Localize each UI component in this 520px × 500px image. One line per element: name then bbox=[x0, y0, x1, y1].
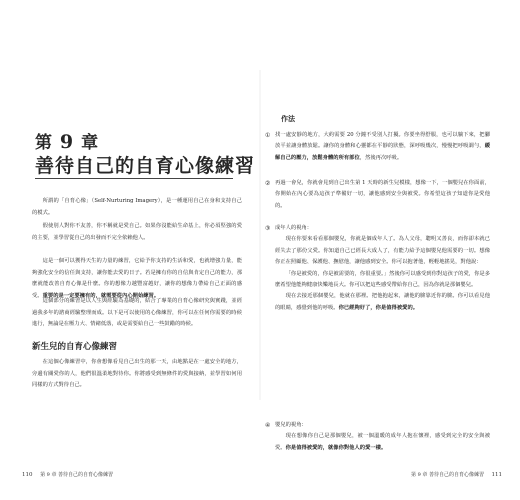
left-footer bbox=[22, 471, 113, 478]
left-running-head: 第 9 章 善待自己的自育心像練習 bbox=[40, 472, 114, 478]
left-page-number: 110 bbox=[22, 472, 33, 478]
chapter-number: 9 bbox=[59, 131, 75, 153]
step-3-paragraph-2: 「你是被愛的，你是被需要的，你很重要。」然後你可以感受到你對這孩子的愛，你是多麼希望他能夠健康快樂地長大。你可以把這些感受帶給你自己，因為你就是那個嬰兒。 bbox=[275, 270, 490, 289]
step-1-text: 找一處安靜的地方，大約需要 20 分鐘不受別人打擾。你要坐得舒服，也可以躺下來，把腳放平並讓身體放鬆。讓你的身體和心靈都在平靜的狀態，深呼吸幾次，慢慢把呼吸調勻， bbox=[275, 132, 490, 150]
step-2-number: ② bbox=[265, 180, 271, 187]
paragraph-5: 在這個心像練習中，你會想像看見自己出生的那一天，由地點是在一處安全的地方，旁邊有關愛你的人，他們很溫柔地對待你。你將感受到無條件的愛與接納，並學習如何用同樣的方式對待自己。 bbox=[32, 359, 242, 388]
title-rule bbox=[35, 178, 233, 179]
paragraph-3-bold: 重要的是一定要擁有的，就需要從內心開始練習。 bbox=[42, 292, 160, 299]
right-page-number: 111 bbox=[491, 472, 503, 478]
paragraph-4: 這個部分的練習是以人生與經驗為基礎的，結合了專業的自育心像研究與實踐，並經過我多年的諮商經驗整理而成。以下是可以使用的心像練習，你可以在任何你需要的時候進行，無論是在壓力大、情緒低落，或是需要給自己一些鼓勵的時候。 bbox=[32, 298, 242, 327]
step-2 bbox=[265, 178, 490, 212]
step-4-number: ④ bbox=[265, 422, 271, 429]
step-3-number: ③ bbox=[265, 225, 271, 232]
chapter-label-prefix: 第 bbox=[35, 133, 53, 153]
paragraph-1: 所謂的「自育心像」（Self-Nurturing Imagery），是一種運用自己在身和支持自己的模式。 bbox=[32, 198, 242, 216]
right-footer bbox=[411, 471, 502, 478]
step-3 bbox=[265, 223, 490, 314]
step-4 bbox=[265, 420, 490, 454]
practice-heading: 作法 bbox=[281, 114, 295, 123]
step-3-heading: 成年人的視角： bbox=[275, 225, 313, 231]
step-1-number: ① bbox=[265, 132, 271, 139]
right-page bbox=[261, 0, 520, 500]
chapter-title: 善待自己的自育心像練習 bbox=[35, 155, 256, 177]
step-3-bold: 你已經夠好了，你是值得被愛的。 bbox=[338, 304, 419, 311]
step-4-heading: 嬰兒的視角： bbox=[275, 422, 307, 428]
chapter-label bbox=[35, 128, 99, 153]
step-3-paragraph-1: 現在你要來看看那個嬰兒，你就是個成年人了。為人父母，聰明又善良，而你卻本就已經失去了那份父愛。你知道自己已經長大成人了，有能力給予這個嬰兒他需要的一切。想像你正在照顧他、保護他、撫慰他，讓他感到安全。你可以抱著他，輕輕地搖晃，對他說： bbox=[275, 236, 490, 266]
section-heading: 新生兒的自育心像練習 bbox=[32, 342, 118, 352]
chapter-label-suffix: 章 bbox=[81, 133, 100, 153]
paragraph-2: 假使別人對你不友善，你不稱就是愛自己。如果你沒能給生命基上，你必須堅強的愛的主要，並學習從自己的出發而不完全依賴他人。 bbox=[32, 223, 242, 241]
step-1-bold: 緩解自己的壓力，放鬆身體的所有部位 bbox=[275, 143, 490, 161]
step-1 bbox=[265, 130, 490, 164]
step-1-after: ，然後再次呼吸。 bbox=[359, 154, 403, 161]
step-4-paragraph-1: 現在想像你自己是那個嬰兒，被一個溫暖的成年人抱在懷裡，感受到完全的安全與被愛。 bbox=[275, 433, 490, 451]
step-4-bold: 你是值得被愛的，就像你對他人的愛一樣。 bbox=[285, 444, 387, 451]
right-running-head: 第 9 章 善待自己的自育心像練習 bbox=[411, 472, 484, 478]
paragraph-3-text: 這是一個可以獲得天生的力量的練習，它給予你支持的生活和愛，也就增強力量，能夠強化安全的信任與支持，讓你能去愛的日子。若是擁有你的自信與肯定自己的能力，那麼就能改善自育心像是什麼。你的想像力越豐富越好，讓你的想像力帶給自己正面的感受。 bbox=[32, 258, 242, 299]
step-2-text: 再過一會兒，你就會見到自己出生第 1 天時的新生兒模樣，想像一下，一個嬰兒在你面前，你開始在內心要為這孩子準備好一切，讓他感到安全與被愛。你希望這孩子知道你是愛他的。 bbox=[275, 180, 490, 209]
step-3-paragraph-3: 現在去接近那個嬰兒，他就在那裡。把他抱起來，讓他的臉靠近你的臉。你可以看見他的眼睛，感覺到他的呼吸。 bbox=[275, 293, 490, 311]
